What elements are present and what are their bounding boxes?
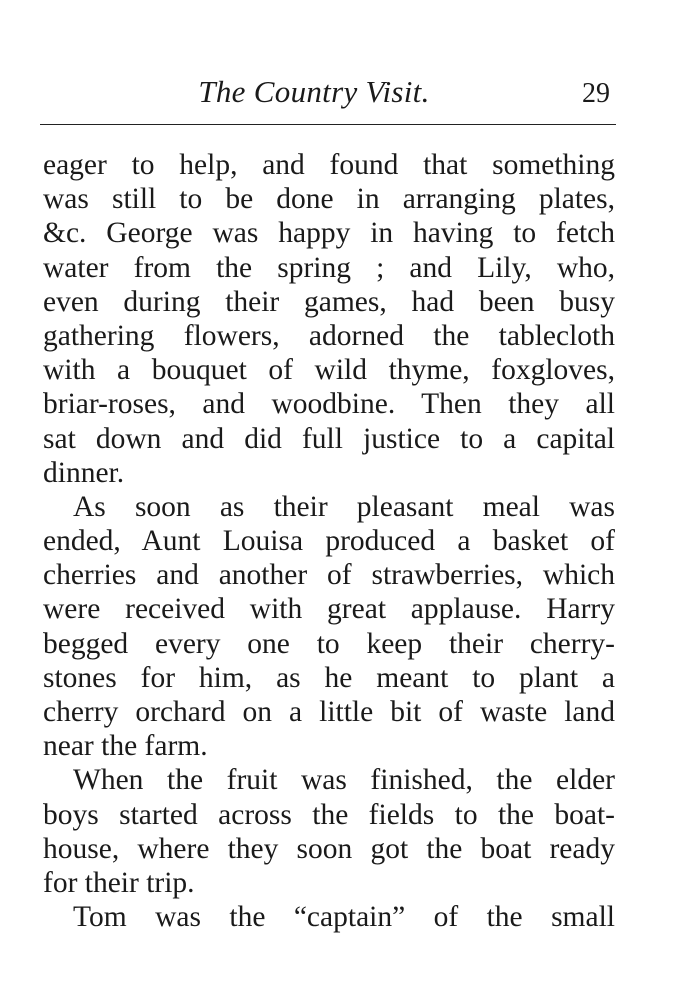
body-text (43, 148, 615, 934)
text-line: As soon as their pleasant meal was (73, 490, 615, 523)
text-line: eager to help, and found that something (43, 149, 615, 181)
text-line: ended, Aunt Louisa produced a basket of (43, 525, 615, 558)
text-line: &c. George was happy in having to fetch (43, 217, 615, 250)
text-line: stones for him, as he meant to plant a (43, 661, 615, 694)
text-line: When the fruit was finished, the elder (73, 764, 615, 797)
text-line: was still to be done in arranging plates, (43, 183, 615, 216)
text-line: dinner. (43, 456, 125, 489)
running-title: The Country Visit. (198, 74, 430, 109)
text-line: boys started across the fields to the boat- (43, 798, 615, 831)
text-line: water from the spring ; and Lily, who, (43, 251, 615, 284)
text-line: were received with great applause. Harry (43, 593, 615, 626)
page-number: 29 (582, 78, 610, 109)
text-line: cherry orchard on a little bit of waste land (43, 696, 615, 728)
text-line: sat down and did full justice to a capital (43, 422, 615, 455)
text-line: with a bouquet of wild thyme, foxgloves, (43, 354, 615, 387)
header-rule (40, 124, 616, 125)
text-line: cherries and another of strawberries, which (43, 559, 615, 592)
text-line: even during their games, had been busy (43, 285, 615, 318)
text-line: for their trip. (43, 866, 195, 899)
text-line: house, where they soon got the boat ready (43, 832, 615, 865)
text-line: begged every one to keep their cherry- (43, 627, 615, 660)
text-line: Tom was the “captain” of the small (73, 901, 615, 934)
text-line: gathering flowers, adorned the tablecloth (43, 319, 615, 352)
text-line: near the farm. (43, 730, 208, 763)
text-line: briar-roses, and woodbine. Then they all (43, 388, 615, 421)
running-head (40, 72, 618, 112)
